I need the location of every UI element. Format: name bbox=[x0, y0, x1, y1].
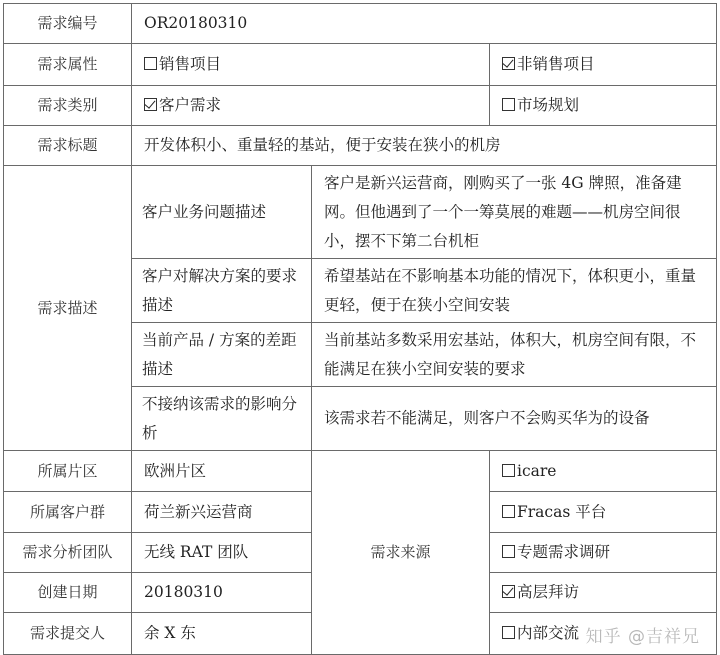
attr-label: 需求属性 bbox=[4, 44, 132, 86]
region-label: 所属片区 bbox=[4, 451, 132, 492]
customer-value: 荷兰新兴运营商 bbox=[132, 492, 312, 533]
title-label: 需求标题 bbox=[4, 126, 132, 166]
date-label: 创建日期 bbox=[4, 573, 132, 613]
checkbox-source-icare[interactable] bbox=[502, 464, 515, 477]
checkbox-non-sales-project[interactable] bbox=[502, 57, 515, 70]
desc2-value: 希望基站在不影响基本功能的情况下，体积更小，重量更轻，便于在狭小空间安装 bbox=[312, 259, 717, 323]
checkbox-market-planning[interactable] bbox=[502, 98, 515, 111]
id-label: 需求编号 bbox=[4, 4, 132, 44]
row-desc-business-problem bbox=[4, 166, 717, 259]
cat-label: 需求类别 bbox=[4, 86, 132, 126]
desc1-value: 客户是新兴运营商，刚购买了一张 4G 牌照，准备建网。但他遇到了一个一筹莫展的难题——机房空间很小，摆不下第二台机柜 bbox=[312, 166, 717, 259]
title-value: 开发体积小、重量轻的基站，便于安装在狭小的机房 bbox=[132, 126, 717, 166]
submitter-value: 余 X 东 bbox=[132, 613, 312, 655]
desc4-value: 该需求若不能满足，则客户不会购买华为的设备 bbox=[312, 387, 717, 451]
id-value: OR20180310 bbox=[132, 4, 717, 44]
customer-label: 所属客户群 bbox=[4, 492, 132, 533]
source-option-2[interactable] bbox=[490, 492, 717, 533]
checkbox-customer-requirement[interactable] bbox=[144, 98, 157, 111]
source-option-3[interactable] bbox=[490, 533, 717, 573]
desc2-label: 客户对解决方案的要求描述 bbox=[132, 259, 312, 323]
source-option-3-label: 专题需求调研 bbox=[517, 543, 611, 561]
region-value: 欧洲片区 bbox=[132, 451, 312, 492]
attr-option-sales-label: 销售项目 bbox=[159, 55, 222, 73]
source-option-2-label: Fracas 平台 bbox=[517, 502, 607, 521]
checkbox-sales-project[interactable] bbox=[144, 57, 157, 70]
row-requirement-title bbox=[4, 126, 717, 166]
row-requirement-attribute bbox=[4, 44, 717, 86]
desc4-label: 不接纳该需求的影响分析 bbox=[132, 387, 312, 451]
date-value: 20180310 bbox=[132, 573, 312, 613]
attr-option-non-sales-label: 非销售项目 bbox=[517, 55, 595, 73]
attr-option-sales[interactable] bbox=[132, 44, 490, 86]
cat-option-customer-label: 客户需求 bbox=[159, 96, 222, 114]
submitter-label: 需求提交人 bbox=[4, 613, 132, 655]
checkbox-source-fracas[interactable] bbox=[502, 505, 515, 518]
checkbox-source-survey[interactable] bbox=[502, 545, 515, 558]
checkbox-source-internal[interactable] bbox=[502, 626, 515, 639]
source-option-5-label: 内部交流 bbox=[517, 624, 580, 642]
checkbox-source-executive-visit[interactable] bbox=[502, 585, 515, 598]
desc3-value: 当前基站多数采用宏基站，体积大，机房空间有限，不能满足在狭小空间安装的要求 bbox=[312, 323, 717, 387]
desc1-label: 客户业务问题描述 bbox=[132, 166, 312, 259]
cat-option-market[interactable] bbox=[490, 86, 717, 126]
source-option-1-label: icare bbox=[517, 461, 557, 480]
watermark: 知乎 @吉祥兄 bbox=[585, 627, 700, 647]
team-value: 无线 RAT 团队 bbox=[132, 533, 312, 573]
desc3-label: 当前产品 / 方案的差距描述 bbox=[132, 323, 312, 387]
row-requirement-id bbox=[4, 4, 717, 44]
source-label: 需求来源 bbox=[312, 451, 490, 655]
requirement-form-table bbox=[3, 3, 717, 655]
source-option-4[interactable] bbox=[490, 573, 717, 613]
source-option-4-label: 高层拜访 bbox=[517, 583, 580, 601]
row-region bbox=[4, 451, 717, 492]
attr-option-non-sales[interactable] bbox=[490, 44, 717, 86]
team-label: 需求分析团队 bbox=[4, 533, 132, 573]
desc-label: 需求描述 bbox=[4, 166, 132, 451]
source-option-1[interactable] bbox=[490, 451, 717, 492]
row-requirement-category bbox=[4, 86, 717, 126]
cat-option-customer[interactable] bbox=[132, 86, 490, 126]
cat-option-market-label: 市场规划 bbox=[517, 96, 580, 114]
